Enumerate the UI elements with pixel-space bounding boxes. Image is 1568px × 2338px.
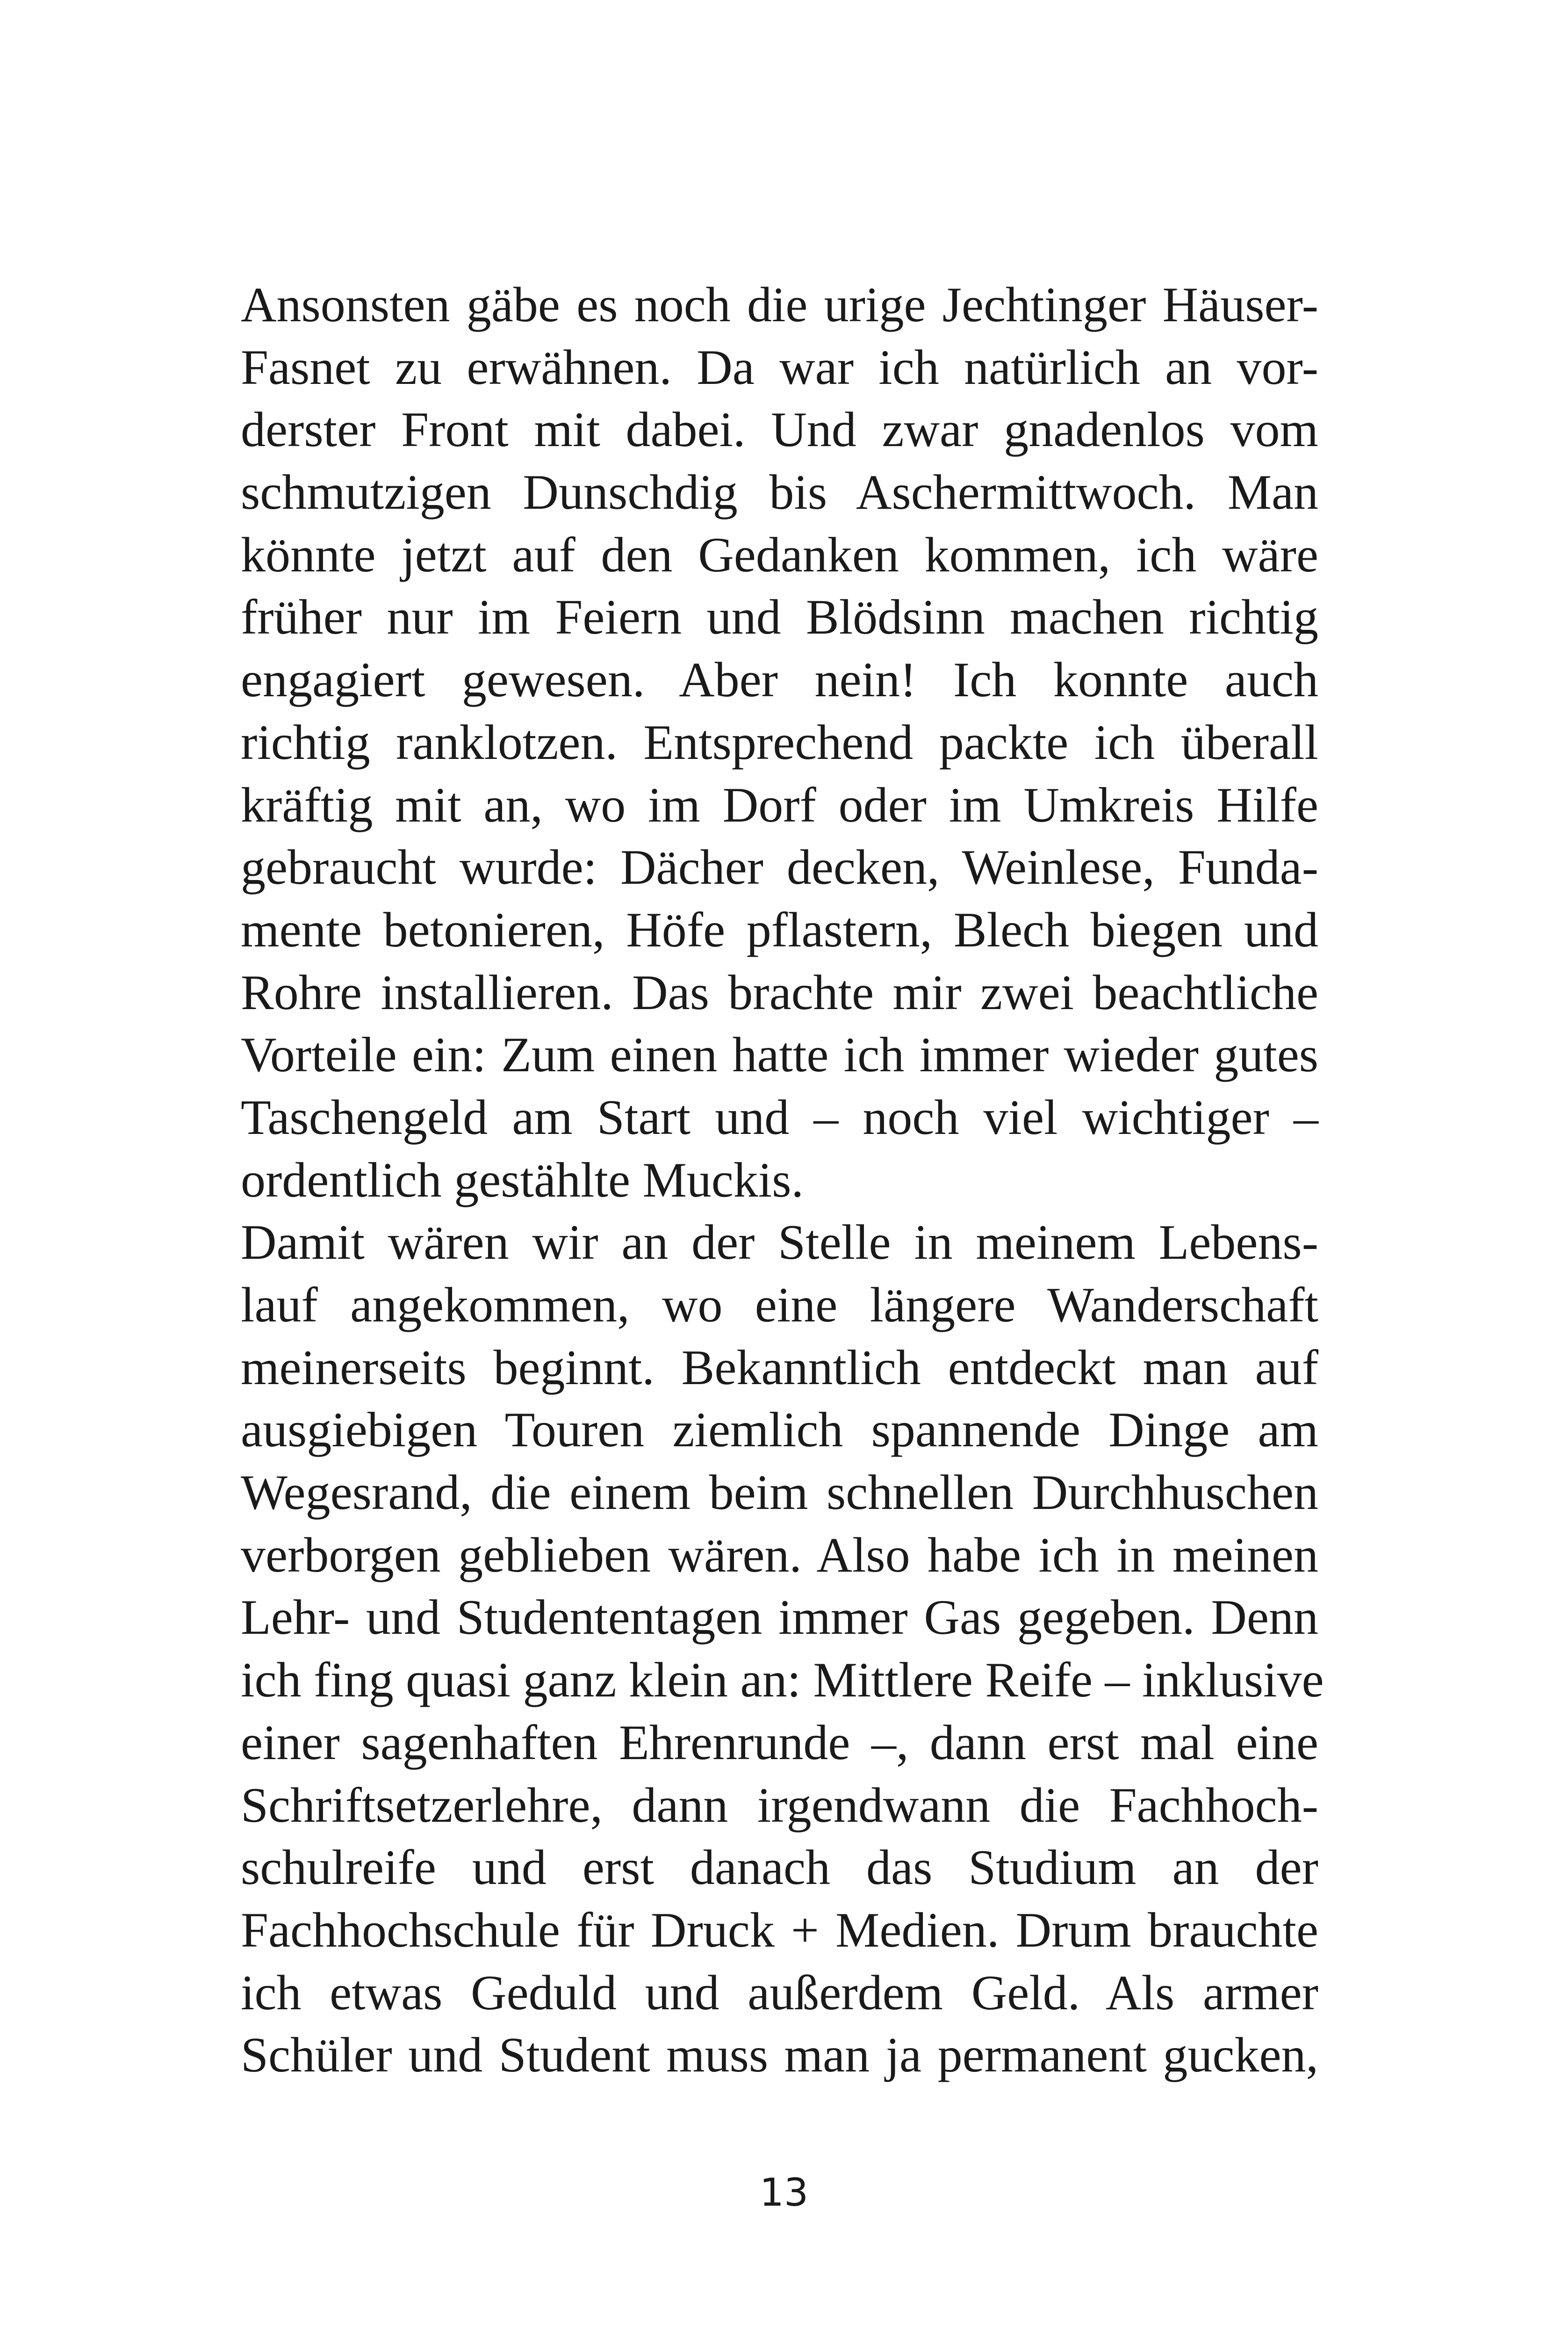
text-line: meinerseits beginnt. Bekanntlich entdeckt man auf — [241, 1340, 1318, 1395]
text-line: Taschengeld am Start und – noch viel wichtiger – — [241, 1090, 1318, 1145]
text-line: früher nur im Feiern und Blödsinn machen richtig — [241, 590, 1318, 645]
text-line: engagiert gewesen. Aber nein! Ich konnte auch — [241, 652, 1318, 707]
text-line: schmutzigen Dunschdig bis Aschermittwoch. Man — [241, 465, 1318, 520]
text-line: kräftig mit an, wo im Dorf oder im Umkreis Hilfe — [241, 777, 1318, 832]
text-line: Vorteile ein: Zum einen hatte ich immer wieder gutes — [241, 1027, 1318, 1082]
text-line: ordentlich gestählte Muckis. — [241, 1152, 804, 1207]
text-line: lauf angekommen, wo eine längere Wanderschaft — [241, 1277, 1318, 1332]
text-line: einer sagenhaften Ehrenrunde –, dann erst mal eine — [241, 1715, 1318, 1770]
text-line: richtig ranklotzen. Entsprechend packte ich überall — [241, 714, 1318, 770]
text-line: Schriftsetzerlehre, dann irgendwann die Fachhoch- — [241, 1777, 1318, 1833]
text-line: verborgen geblieben wären. Also habe ich in meinen — [241, 1527, 1318, 1582]
text-line: gebraucht wurde: Dächer decken, Weinlese, Funda- — [241, 840, 1318, 895]
text-line: mente betonieren, Höfe pflastern, Blech biegen und — [241, 902, 1318, 957]
text-line: schulreife und erst danach das Studium an der — [241, 1840, 1318, 1895]
text-line: Lehr- und Studententagen immer Gas gegeben. Denn — [241, 1590, 1318, 1645]
text-line: ich fing quasi ganz klein an: Mittlere Reife – inklusive — [241, 1652, 1324, 1708]
page-number: 13 — [759, 2171, 809, 2215]
text-line: Schüler und Student muss man ja permanent gucken, — [241, 2028, 1318, 2083]
text-line: ich etwas Geduld und außerdem Geld. Als armer — [241, 1965, 1318, 2020]
text-line: Ansonsten gäbe es noch die urige Jechtinger Häuser- — [241, 277, 1318, 332]
text-line: Fachhochschule für Druck + Medien. Drum brauchte — [241, 1902, 1318, 1957]
text-line: ausgiebigen Touren ziemlich spannende Dinge am — [241, 1402, 1318, 1458]
text-line: könnte jetzt auf den Gedanken kommen, ich wäre — [241, 527, 1318, 582]
text-line: Fasnet zu erwähnen. Da war ich natürlich an vor- — [241, 339, 1318, 395]
text-line: Damit wären wir an der Stelle in meinem Lebens- — [241, 1215, 1318, 1270]
text-line: Wegesrand, die einem beim schnellen Durchhuschen — [241, 1465, 1318, 1520]
text-line: Rohre installieren. Das brachte mir zwei beachtliche — [241, 965, 1318, 1020]
text-line: derster Front mit dabei. Und zwar gnadenlos vom — [241, 402, 1318, 457]
body-text — [241, 274, 1324, 2086]
